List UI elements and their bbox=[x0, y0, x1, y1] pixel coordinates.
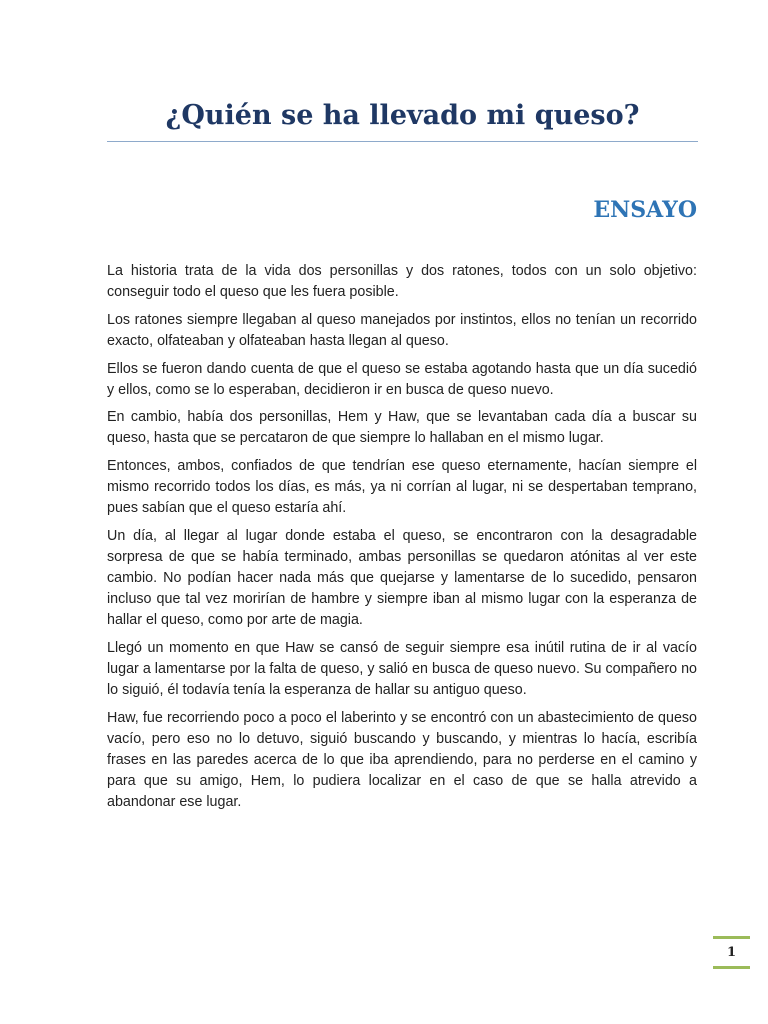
body-text bbox=[107, 261, 697, 819]
document-title: ¿Quién se ha llevado mi queso? bbox=[165, 100, 640, 131]
paragraph: Un día, al llegar al lugar donde estaba el queso, se encontraron con la desagradable sorpresa de que se había terminado, ambas personillas se quedaron atónitas al ver este cambio. No podían hacer nada más que quejarse y lamentarse de lo sucedido, pensaron incluso que tal vez morirían de hambre y siempre iban al mismo lugar con la esperanza de hallar el queso, como por arte de magia. bbox=[107, 527, 697, 628]
title-underline bbox=[107, 141, 698, 142]
paragraph: En cambio, había dos personillas, Hem y Haw, que se levantaban cada día a buscar su queso, hasta que se percataron de que siempre lo hallaban en el mismo lugar. bbox=[107, 409, 697, 447]
paragraph: Llegó un momento en que Haw se cansó de seguir siempre esa inútil rutina de ir al vacío lugar a lamentarse por la falta de queso, y salió en busca de queso nuevo. Su compañero no lo siguió, él todavía tenía la esperanza de hallar su antiguo queso. bbox=[107, 639, 697, 698]
paragraph: Ellos se fueron dando cuenta de que el queso se estaba agotando hasta que un día sucedió y ellos, como se lo esperaban, decidieron ir en busca de queso nuevo. bbox=[107, 360, 697, 398]
paragraph: Haw, fue recorriendo poco a poco el laberinto y se encontró con un abastecimiento de queso vacío, pero eso no lo detuvo, siguió buscando y buscando, y mientras lo hacía, escribía frases en las paredes acerca de lo que iba aprendiendo, para no perderse en el camino y para que su amigo, Hem, lo pudiera localizar en el caso de que se halla atrevido a abandonar ese lugar. bbox=[107, 709, 697, 810]
page-number: 1 bbox=[726, 945, 737, 960]
paragraph: La historia trata de la vida dos personillas y dos ratones, todos con un solo objetivo: conseguir todo el queso que les fuera posible. bbox=[107, 263, 697, 300]
page-number-box bbox=[713, 936, 750, 969]
section-heading: ENSAYO bbox=[593, 197, 697, 223]
paragraph: Los ratones siempre llegaban al queso manejados por instintos, ellos no tenían un recorrido exacto, olfateaban y olfateaban hasta llegan al queso. bbox=[107, 311, 697, 349]
paragraph: Entonces, ambos, confiados de que tendrían ese queso eternamente, hacían siempre el mismo recorrido todos los días, es más, ya ni corrían al lugar, ni se despertaban temprano, pues sabían que el queso estaría ahí. bbox=[107, 458, 697, 517]
